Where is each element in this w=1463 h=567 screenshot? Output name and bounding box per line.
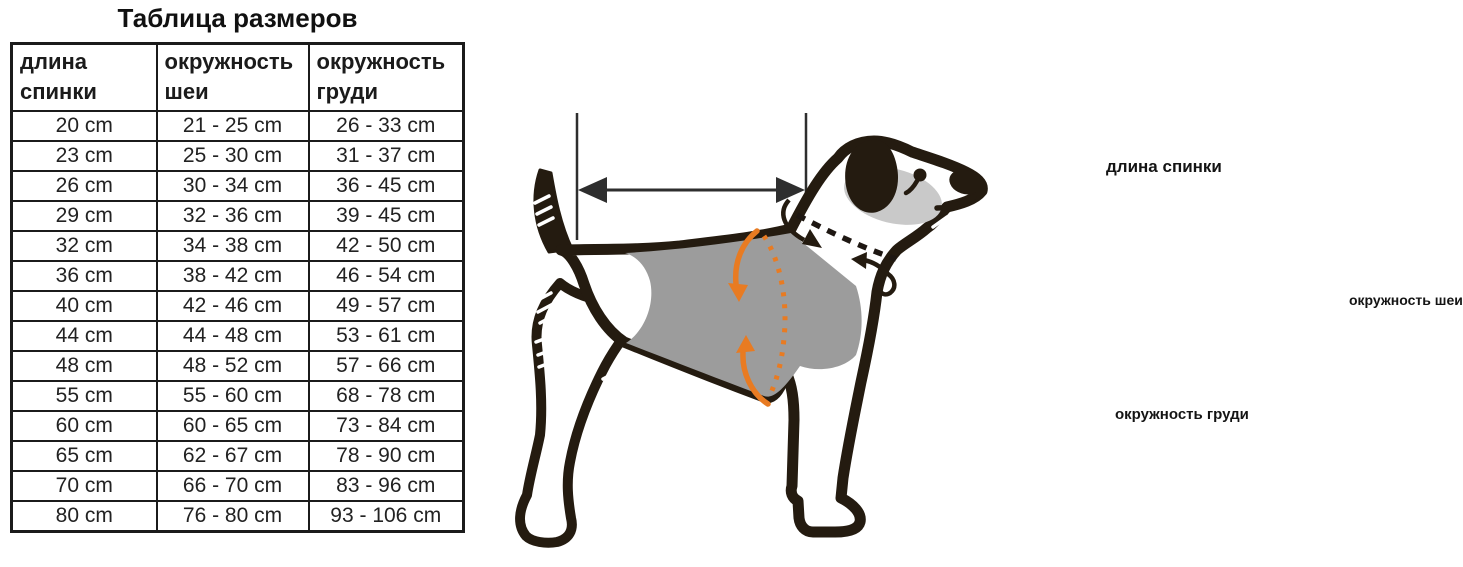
neck-girth-label: окружность шеи: [1349, 292, 1463, 308]
table-cell: 68 - 78 cm: [309, 381, 464, 411]
table-row: [12, 411, 464, 441]
table-cell: 36 cm: [12, 261, 157, 291]
table-cell: 60 - 65 cm: [157, 411, 309, 441]
table-cell: 20 cm: [12, 111, 157, 141]
ear: [845, 140, 898, 213]
table-cell: 44 - 48 cm: [157, 321, 309, 351]
size-table-header: [12, 44, 464, 112]
table-cell: 23 cm: [12, 141, 157, 171]
table-cell: 93 - 106 cm: [309, 501, 464, 531]
table-cell: 55 - 60 cm: [157, 381, 309, 411]
table-cell: 34 - 38 cm: [157, 231, 309, 261]
table-row: [12, 261, 464, 291]
table-cell: 42 - 50 cm: [309, 231, 464, 261]
table-row: [12, 501, 464, 531]
header-chest-girth: окружность груди: [309, 44, 464, 112]
table-row: [12, 171, 464, 201]
table-cell: 49 - 57 cm: [309, 291, 464, 321]
table-row: [12, 471, 464, 501]
dog-tail: [535, 170, 572, 252]
table-row: [12, 201, 464, 231]
back-length-arrow: [578, 177, 805, 203]
table-row: [12, 351, 464, 381]
table-cell: 70 cm: [12, 471, 157, 501]
table-cell: 60 cm: [12, 411, 157, 441]
table-cell: 83 - 96 cm: [309, 471, 464, 501]
table-cell: 39 - 45 cm: [309, 201, 464, 231]
table-cell: 21 - 25 cm: [157, 111, 309, 141]
table-row: [12, 231, 464, 261]
chest-girth-label: окружность груди: [1115, 406, 1249, 423]
table-cell: 80 cm: [12, 501, 157, 531]
table-cell: 42 - 46 cm: [157, 291, 309, 321]
table-cell: 73 - 84 cm: [309, 411, 464, 441]
dimension-lines: [577, 113, 806, 240]
table-cell: 36 - 45 cm: [309, 171, 464, 201]
table-cell: 66 - 70 cm: [157, 471, 309, 501]
table-cell: 40 cm: [12, 291, 157, 321]
header-row: [12, 44, 464, 112]
table-cell: 65 cm: [12, 441, 157, 471]
header-neck-girth: окружность шеи: [157, 44, 309, 112]
table-cell: 32 cm: [12, 231, 157, 261]
table-row: [12, 291, 464, 321]
table-cell: 55 cm: [12, 381, 157, 411]
table-cell: 48 cm: [12, 351, 157, 381]
table-cell: 78 - 90 cm: [309, 441, 464, 471]
table-row: [12, 381, 464, 411]
size-table-body: [12, 111, 464, 531]
table-cell: 25 - 30 cm: [157, 141, 309, 171]
table-cell: 31 - 37 cm: [309, 141, 464, 171]
table-cell: 29 cm: [12, 201, 157, 231]
header-back-length: длина спинки: [12, 44, 157, 112]
dog-measurement-diagram: [470, 0, 1463, 567]
table-cell: 38 - 42 cm: [157, 261, 309, 291]
table-cell: 48 - 52 cm: [157, 351, 309, 381]
table-cell: 30 - 34 cm: [157, 171, 309, 201]
table-cell: 76 - 80 cm: [157, 501, 309, 531]
table-row: [12, 441, 464, 471]
table-row: [12, 321, 464, 351]
table-cell: 26 cm: [12, 171, 157, 201]
table-cell: 26 - 33 cm: [309, 111, 464, 141]
table-row: [12, 141, 464, 171]
size-table: [10, 42, 465, 533]
table-cell: 46 - 54 cm: [309, 261, 464, 291]
table-cell: 62 - 67 cm: [157, 441, 309, 471]
table-cell: 32 - 36 cm: [157, 201, 309, 231]
table-cell: 57 - 66 cm: [309, 351, 464, 381]
arrowhead-left: [578, 177, 607, 203]
table-row: [12, 111, 464, 141]
dog-illustration: [470, 0, 1000, 567]
table-cell: 53 - 61 cm: [309, 321, 464, 351]
table-cell: 44 cm: [12, 321, 157, 351]
page-title: Таблица размеров: [117, 3, 358, 33]
arrowhead-right: [776, 177, 805, 203]
back-length-label: длина спинки: [1106, 157, 1222, 176]
